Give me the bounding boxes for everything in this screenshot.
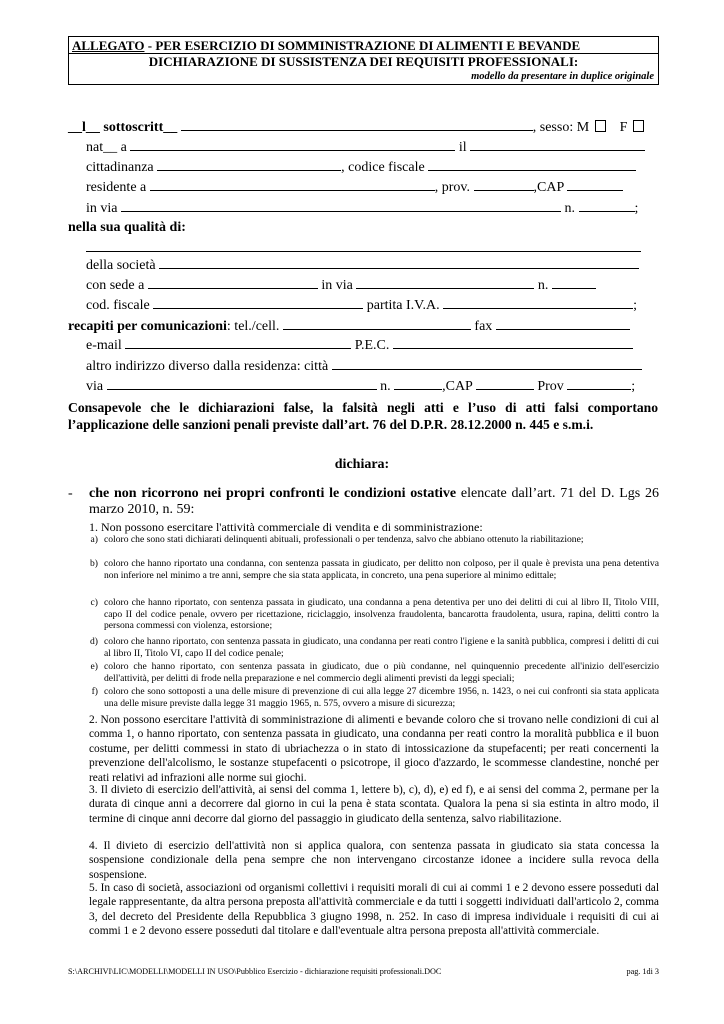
list-text: coloro che sono stati dichiarati delinquenti abituali, professionali o per tendenza, salvo che abbiano ottenuto la riabilitazione; <box>104 534 584 545</box>
list-letter: c) <box>90 597 98 608</box>
semicolon: ; <box>631 379 636 394</box>
semicolon: ; <box>633 298 637 313</box>
row-recapiti <box>68 317 630 336</box>
header-title-rest: - PER ESERCIZIO DI SOMMINISTRAZIONE DI ALIMENTI E BEVANDE <box>144 38 581 53</box>
checkbox-male[interactable] <box>595 120 606 132</box>
list-letter: f) <box>91 686 98 697</box>
header-subtitle: DICHIARAZIONE DI SUSSISTENZA DEI REQUISITI PROFESSIONALI: <box>148 54 579 69</box>
altra-citta-field[interactable] <box>332 357 642 370</box>
birthdate-field[interactable] <box>470 138 645 151</box>
list-letter: b) <box>90 558 98 569</box>
altro-via-label: via <box>86 379 104 394</box>
pec-label: P.E.C. <box>354 338 390 353</box>
email-field[interactable] <box>125 336 351 349</box>
prov-field[interactable] <box>474 178 534 191</box>
footer-file-path: S:\ARCHIVI\LIC\MODELLI\MODELLI IN USO\Pubblico Esercizio - dichiarazione requisiti professionali.DOC <box>68 967 442 976</box>
list-text: coloro che hanno riportato una condanna, con sentenza passata in giudicato, per delitto non colposo, per il quale è prevista una pena detentiva non inferiore nel minimo a tre anni, sempre che sia stata applicata, in concreto, una pena superiore al minimo edittale; <box>104 558 659 581</box>
altro-prov-field[interactable] <box>567 377 631 390</box>
list-item-f <box>91 686 659 709</box>
fax-field[interactable] <box>496 317 630 330</box>
paragraph-1: 1. Non possono esercitare l'attività commerciale di vendita e di somministrazione: <box>89 520 483 534</box>
row-altro-indirizzo <box>86 357 642 376</box>
sesso-label: , sesso: M <box>532 120 590 135</box>
cod-fiscale-label: cod. fiscale <box>86 298 150 313</box>
via-field[interactable] <box>121 199 561 212</box>
list-item-a <box>90 534 659 546</box>
list-letter: a) <box>90 534 98 545</box>
ostative-bold: che non ricorrono nei propri confronti le condizioni ostative <box>89 486 457 501</box>
list-text: coloro che hanno riportato, con sentenza passata in giudicato, una condanna per reati contro l'igiene e la sanità pubblica, compresi i delitti di cui al libro II, Titolo VI, capo II del codice penale; <box>104 636 659 659</box>
altro-cap-label: ,CAP <box>442 379 473 394</box>
bullet-dash: - <box>68 486 73 501</box>
dichiara-heading: dichiara: <box>334 457 390 472</box>
numero-field[interactable] <box>579 199 635 212</box>
list-text: coloro che hanno riportato, con sentenza passata in giudicato, due o più condanne, nel quinquennio precedente all'inizio dell'esercizio dell'attività, per delitti di frode nella preparazione e nel commercio degli alimenti previsti da leggi speciali; <box>104 661 659 684</box>
societa-field[interactable] <box>159 256 639 269</box>
sottoscritto-label: __l__ sottoscritt__ <box>68 120 178 135</box>
header-note: modello da presentare in duplice originale <box>471 71 654 82</box>
sede-label: con sede a <box>86 278 145 293</box>
qualita-field[interactable] <box>86 239 641 252</box>
row-nascita <box>86 138 645 157</box>
tel-field[interactable] <box>283 317 471 330</box>
name-field[interactable] <box>181 118 533 131</box>
altro-indirizzo-label: altro indirizzo diverso dalla residenza: città <box>86 359 329 374</box>
ostative-rest: elencate dall’art. 71 del D. Lgs 26 marzo 2010, n. 59: <box>89 486 659 517</box>
numero-label: n. <box>564 201 575 216</box>
piva-label: partita I.V.A. <box>366 298 440 313</box>
societa-label: della società <box>86 258 156 273</box>
row-sottoscritto <box>68 118 644 137</box>
cittadinanza-field[interactable] <box>157 158 341 171</box>
cod-fiscale-field[interactable] <box>153 296 363 309</box>
via-label: in via <box>86 201 118 216</box>
residente-label: residente a <box>86 180 147 195</box>
sede-via-label: in via <box>321 278 353 293</box>
sede-numero-field[interactable] <box>552 276 596 289</box>
sede-field[interactable] <box>148 276 318 289</box>
codice-fiscale-label: , codice fiscale <box>341 160 425 175</box>
row-societa <box>86 256 639 275</box>
semicolon: ; <box>634 201 639 216</box>
female-label: F <box>619 120 628 135</box>
email-label: e-mail <box>86 338 122 353</box>
row-sede <box>86 276 596 295</box>
cap-field[interactable] <box>567 178 623 191</box>
paragraph-2: 2. Non possono esercitare l'attività di somministrazione di alimenti e bevande coloro che si trovano nelle condizioni di cui al comma 1, o hanno riportato, con sentenza passata in giudicato, una condanna per reati contro la moralità pubblica e il buon costume, per delitti commessi in stato di ubriachezza o in stato di intossicazione da stupefacenti; per reati concernenti la prevenzione dell'alcolismo, le sostanze stupefacenti o psicotrope, il gioco d'azzardo, le scommesse clandestine, nonché per reati relativi ad infrazioni alle norme sui giochi. <box>89 714 659 784</box>
header-box <box>68 36 659 85</box>
cap-label: ,CAP <box>533 180 564 195</box>
row-residenza <box>86 178 623 197</box>
codice-fiscale-field[interactable] <box>428 158 636 171</box>
altro-via-field[interactable] <box>107 377 377 390</box>
altro-numero-label: n. <box>380 379 391 394</box>
list-letter: e) <box>90 661 98 672</box>
list-item-b <box>90 558 659 581</box>
sede-numero-label: n. <box>537 278 549 293</box>
header-allegato: ALLEGATO <box>72 38 145 53</box>
tel-label: : tel./cell. <box>226 319 280 334</box>
list-text: coloro che hanno riportato, con sentenza passata in giudicato, una condanna a pena detentiva per uno dei delitti di cui al libro II, Titolo VIII, capo II del codice penale, ovvero per ricettazione, riciclaggio, insolvenza fraudolenta, bancarotta fraudolenta, usura, rapina, delitti contro la persona commessi con violenza, estorsione; <box>104 597 659 631</box>
list-item-d <box>90 636 659 659</box>
paragraph-4: 4. Il divieto di esercizio dell'attività non si applica qualora, con sentenza passata in giudicato sia stata concessa la sospensione condizionale della pena sempre che non intervengano circostanze idonee a incidere sulla revoca della sospensione. <box>89 840 659 881</box>
cittadinanza-label: cittadinanza <box>86 160 154 175</box>
fax-label: fax <box>474 319 493 334</box>
ostative-statement <box>89 486 659 518</box>
altro-numero-field[interactable] <box>394 377 442 390</box>
row-via <box>86 199 638 218</box>
list-letter: d) <box>90 636 98 647</box>
list-text: coloro che sono sottoposti a una delle misure di prevenzione di cui alla legge 27 dicembre 1956, n. 1423, o nei cui confronti sia stata applicata una delle misure previste dalla legge 31 maggio 1965, n. 575, ovvero a misure di sicurezza; <box>104 686 659 709</box>
nato-label: nat__ a <box>86 140 127 155</box>
paragraph-3: 3. Il divieto di esercizio dell'attività, ai sensi del comma 1, lettere b), c), d), e) ed f), e ai sensi del comma 2, permane per la durata di cinque anni a decorrere dal giorno in cui la pena è stata scontata. Qualora la pena si sia estinta in altro modo, il termine di cinque anni decorre dal giorno del passaggio in giudicato della sentenza, salvo riabilitazione. <box>89 784 659 825</box>
sede-via-field[interactable] <box>356 276 534 289</box>
row-cittadinanza <box>86 158 636 177</box>
birthplace-field[interactable] <box>130 138 455 151</box>
il-label: il <box>458 140 467 155</box>
altro-cap-field[interactable] <box>476 377 534 390</box>
altro-prov-label: Prov <box>537 379 564 394</box>
pec-field[interactable] <box>393 336 633 349</box>
header-title <box>69 37 658 54</box>
residenza-field[interactable] <box>150 178 435 191</box>
row-email <box>86 336 633 355</box>
consapevole-paragraph: Consapevole che le dichiarazioni false, la falsità negli atti e l’uso di atti falsi comportano l’applicazione delle sanzioni penali previste dall’art. 76 del D.P.R. 28.12.2000 n. 445 e s.m.i. <box>68 400 658 432</box>
row-cf-piva <box>86 296 637 315</box>
row-altro-via <box>86 377 635 396</box>
footer-page-number: pag. 1di 3 <box>626 967 659 976</box>
qualita-label: nella sua qualità di: <box>68 220 186 235</box>
list-item-c <box>90 597 659 632</box>
piva-field[interactable] <box>443 296 633 309</box>
list-item-e <box>90 661 659 684</box>
recapiti-label: recapiti per comunicazioni <box>68 319 227 334</box>
prov-label: , prov. <box>434 180 471 195</box>
checkbox-female[interactable] <box>633 120 644 132</box>
paragraph-5: 5. In caso di società, associazioni od organismi collettivi i requisiti morali di cui ai commi 1 e 2 devono essere posseduti dal legale rappresentante, da altra persona preposta all'attività commerciale e da tutti i soggetti individuati dall'articolo 2, comma 3, del decreto del Presidente della Repubblica 3 giugno 1998, n. 252. In caso di impresa individuale i requisiti di cui ai commi 1 e 2 devono essere posseduti dal titolare e dall'eventuale altra persona preposta all'attività commerciale. <box>89 882 659 938</box>
